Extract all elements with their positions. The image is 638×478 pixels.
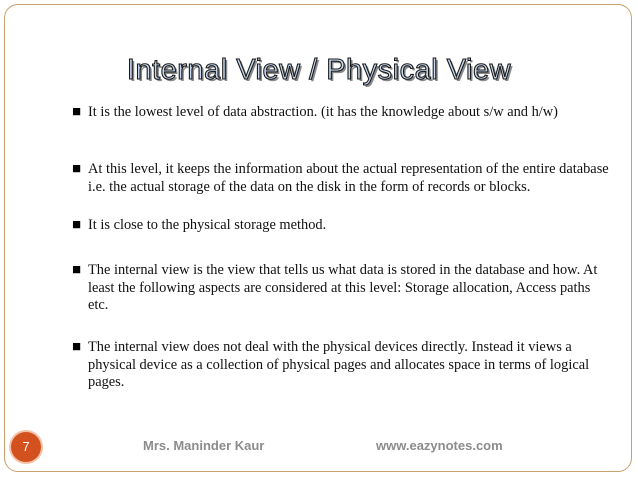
bullet-square-icon: ■ [72, 161, 82, 177]
bullet-square-icon: ■ [72, 262, 82, 278]
bullet-square-icon: ■ [72, 339, 82, 355]
bullet-item [72, 262, 612, 315]
bullet-text: At this level, it keeps the information about the actual representation of the entire database i.e. the actual storage of the data on the disk in the form of records or blocks. [88, 161, 609, 195]
page-number-badge: 7 [11, 432, 41, 462]
bullet-square-icon: ■ [72, 104, 82, 120]
footer-author: Mrs. Maninder Kaur [143, 438, 265, 453]
bullet-text: It is close to the physical storage method. [88, 217, 327, 233]
bullet-item [72, 104, 612, 122]
bullet-item [72, 339, 612, 392]
bullet-text: The internal view does not deal with the physical devices directly. Instead it views a physical device as a collection of physical pages and allocates space in terms of logical pages. [88, 339, 590, 390]
bullet-text: It is the lowest level of data abstraction. (it has the knowledge about s/w and h/w) [88, 104, 558, 120]
bullet-item [72, 217, 612, 235]
bullet-text: The internal view is the view that tells us what data is stored in the database and how. At least the following aspects are considered at this level: Storage allocation, Access paths etc. [88, 262, 598, 313]
slide-title: Internal View / Physical View [126, 54, 512, 86]
bullet-square-icon: ■ [72, 217, 82, 233]
footer-website: www.eazynotes.com [376, 438, 503, 453]
bullet-item [72, 161, 612, 196]
